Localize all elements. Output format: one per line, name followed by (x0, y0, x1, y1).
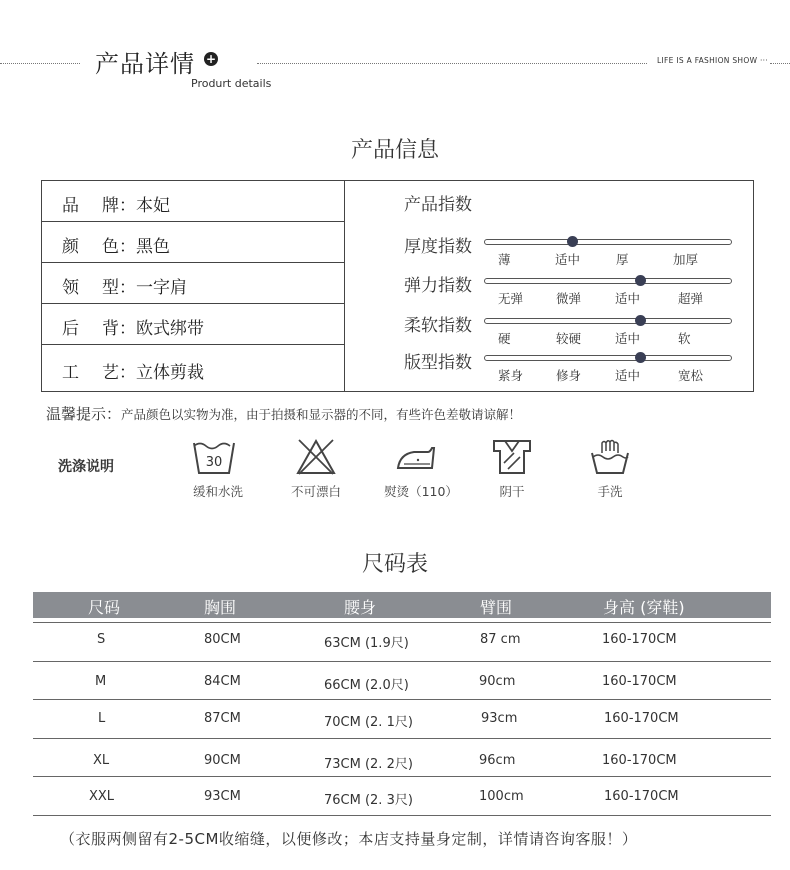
size-cell: 93CM (204, 789, 241, 804)
size-cell: 87 cm (480, 632, 521, 647)
info-value: 本妃 (136, 196, 170, 216)
tick-label: 软 (678, 331, 691, 346)
size-row-divider (33, 815, 771, 816)
size-cell: 160-170CM (602, 753, 677, 768)
info-value: 黑色 (136, 237, 170, 257)
size-cell: XL (93, 753, 110, 768)
size-cell: 160-170CM (602, 674, 677, 689)
hand-wash-icon (588, 437, 632, 477)
size-header-cell: 胸围 (204, 598, 237, 617)
size-cell: 84CM (204, 674, 241, 689)
info-row-collar (42, 263, 344, 304)
info-key: 色： (102, 237, 136, 257)
no-bleach-icon (294, 437, 338, 477)
iron-icon (394, 442, 438, 474)
elasticity-slider (484, 278, 732, 284)
slider-knob (567, 236, 578, 247)
info-key: 艺： (102, 363, 136, 383)
info-row-craft (42, 345, 344, 391)
tick-label: 宽松 (678, 368, 704, 383)
plus-icon: + (205, 52, 217, 66)
info-key: 后 (62, 319, 79, 339)
slogan: LIFE IS A FASHION SHOW ··· (657, 56, 769, 65)
info-value: 立体剪裁 (136, 363, 204, 383)
slider-knob (635, 275, 646, 286)
size-table-header (33, 592, 771, 618)
fit-slider (484, 355, 732, 361)
wash-title: 洗涤说明 (58, 459, 114, 475)
tick-label: 紧身 (498, 368, 524, 383)
wash-label: 熨烫（110） (384, 484, 458, 499)
tick-label: 适中 (615, 291, 641, 306)
size-cell: 90cm (479, 674, 516, 689)
thickness-slider (484, 239, 732, 245)
info-key: 颜 (62, 237, 79, 257)
index-label-thickness: 厚度指数 (404, 237, 472, 257)
page-title: 产品详情 (95, 50, 195, 78)
size-cell: S (97, 632, 106, 647)
size-row-divider (33, 622, 771, 623)
size-cell: 93cm (481, 711, 518, 726)
wash-label: 缓和水洗 (192, 484, 243, 499)
tick-label: 加厚 (673, 252, 699, 267)
index-label-fit: 版型指数 (404, 353, 472, 373)
info-key: 工 (62, 363, 79, 383)
size-header-cell: 身高 (穿鞋) (603, 598, 685, 617)
size-cell: 96cm (479, 753, 516, 768)
tick-label: 微弹 (556, 291, 582, 306)
size-cell: 80CM (204, 632, 241, 647)
info-key: 型： (102, 278, 136, 298)
index-label-elasticity: 弹力指数 (404, 276, 472, 296)
info-key: 牌： (102, 196, 136, 216)
size-cell: 70CM (2. 1尺) (324, 715, 413, 730)
size-note: （衣服两侧留有2-5CM收缩缝，以便修改；本店支持量身定制，详情请咨询客服！） (60, 830, 638, 848)
tick-label: 适中 (555, 252, 581, 267)
tick-label: 无弹 (498, 291, 524, 306)
tick-label: 硬 (498, 331, 511, 346)
info-row-back (42, 304, 344, 345)
header-divider-middle (257, 63, 647, 64)
slider-knob (635, 352, 646, 363)
size-row-divider (33, 661, 771, 662)
size-cell: 63CM (1.9尺) (324, 636, 409, 651)
size-header-cell: 腰身 (344, 598, 377, 617)
index-label-softness: 柔软指数 (404, 316, 472, 336)
size-row-divider (33, 738, 771, 739)
size-cell: 73CM (2. 2尺) (324, 757, 413, 772)
size-section-title: 尺码表 (361, 552, 428, 577)
tick-label: 较硬 (556, 331, 582, 346)
size-cell: XXL (89, 789, 115, 804)
size-row-divider (33, 776, 771, 777)
size-cell: 66CM (2.0尺) (324, 678, 409, 693)
wash-temp-badge: 30 (205, 455, 223, 470)
size-cell: L (98, 711, 106, 726)
shade-dry-icon (490, 437, 534, 477)
tick-label: 适中 (615, 368, 641, 383)
wash-30-icon (190, 437, 238, 477)
info-row-brand (42, 181, 344, 222)
warm-tip-label: 温馨提示： (46, 405, 122, 423)
size-cell: 76CM (2. 3尺) (324, 793, 413, 808)
wash-label: 手洗 (597, 484, 623, 499)
size-cell: 100cm (479, 789, 524, 804)
page-subtitle: Produrt details (191, 77, 272, 90)
header-divider-left (0, 63, 80, 64)
size-cell: M (95, 674, 107, 689)
size-row-divider (33, 699, 771, 700)
slider-knob (635, 315, 646, 326)
size-cell: 160-170CM (604, 789, 679, 804)
size-cell: 90CM (204, 753, 241, 768)
info-value: 欧式绑带 (136, 319, 204, 339)
info-key: 品 (62, 196, 79, 216)
info-section-title: 产品信息 (350, 138, 439, 163)
index-title: 产品指数 (404, 195, 472, 215)
tick-label: 超弹 (678, 291, 704, 306)
tick-label: 薄 (498, 252, 511, 267)
tick-label: 适中 (615, 331, 641, 346)
info-row-color (42, 222, 344, 263)
tick-label: 厚 (616, 252, 629, 267)
wash-label: 阴干 (499, 484, 525, 499)
size-cell: 160-170CM (602, 632, 677, 647)
warm-tip (46, 403, 521, 424)
info-table-divider (344, 181, 345, 391)
warm-tip-text: 产品颜色以实物为准，由于拍摄和显示器的不同，有些许色差敬请谅解！ (121, 407, 522, 422)
size-header-cell: 尺码 (88, 598, 121, 617)
wash-label: 不可漂白 (290, 484, 341, 499)
size-header-cell: 臂围 (480, 598, 513, 617)
softness-slider (484, 318, 732, 324)
info-key: 背： (102, 319, 136, 339)
size-cell: 87CM (204, 711, 241, 726)
info-value: 一字肩 (136, 278, 187, 298)
info-key: 领 (62, 278, 79, 298)
tick-label: 修身 (556, 368, 582, 383)
size-cell: 160-170CM (604, 711, 679, 726)
header-divider-right (770, 63, 790, 64)
